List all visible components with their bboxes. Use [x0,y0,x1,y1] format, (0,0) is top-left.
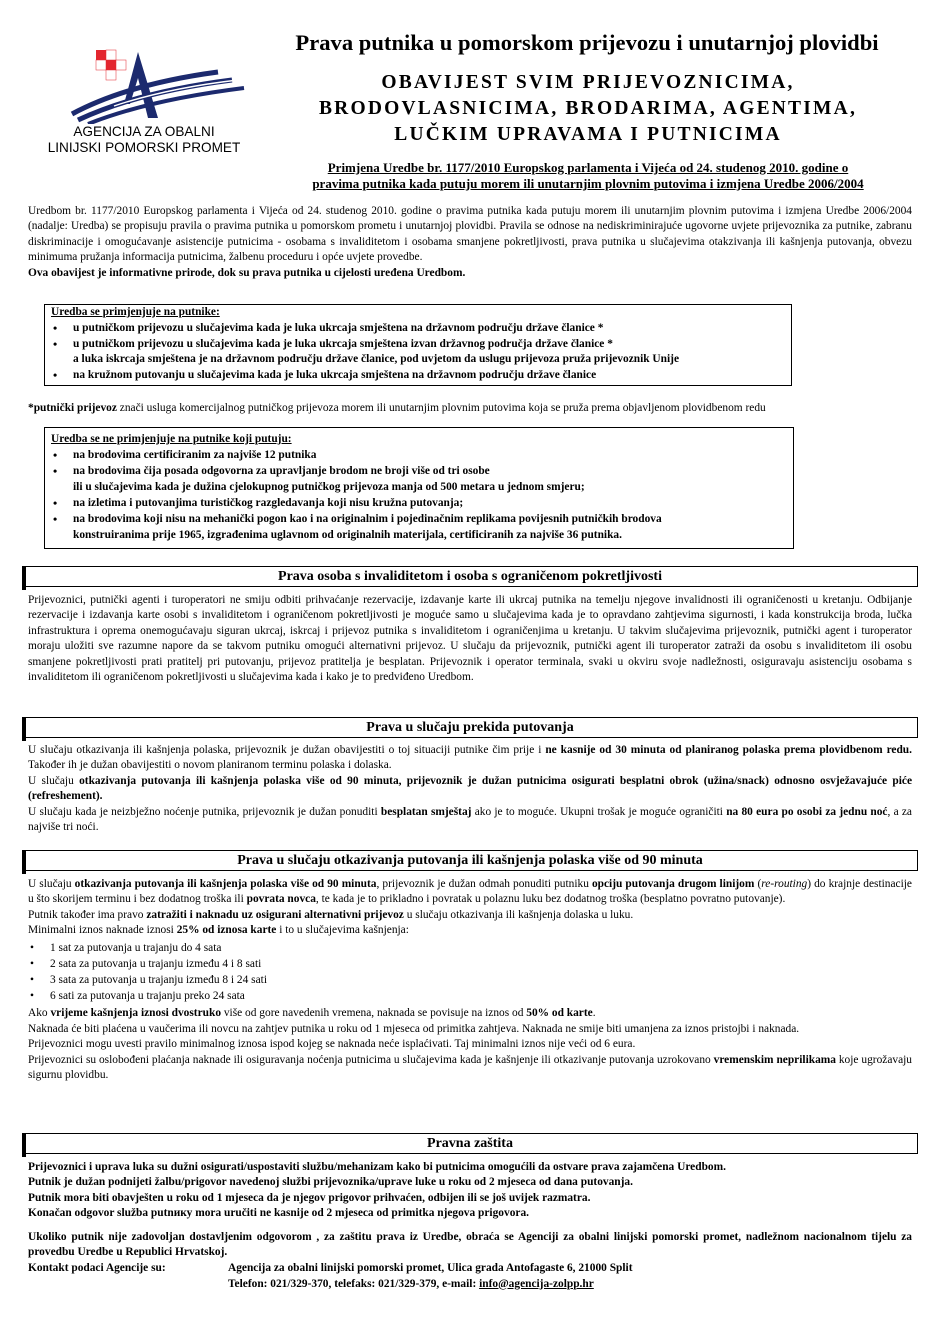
intro-section [28,204,912,281]
subtitle-line1: Primjena Uredbe br. 1177/2010 Europskog parlamenta i Vijeća od 24. studenog 2010. godine o [327,160,849,175]
agency-name [24,124,264,156]
cancellation-p4: Ako vrijeme kašnjenja iznosi dvostruko više od gore navedenih vremena, naknada se povisuje na iznos od 50% od karte. [28,1007,596,1020]
list-item: • u putničkom prijevozu u slučajevima kada je luka ukrcaja smještena na državnom području države članice * [51,321,791,337]
contact-address: Agencija za obalni linijski pomorski promet, Ulica grada Antofagaste 6, 21000 Split [228,1262,633,1274]
interruption-p2: U slučaju otkazivanja putovanja ili kašnjenja polaska više od 90 minuta, prijevoznik je dužan putnicima osigurati besplatni obrok (užina/snack) odnosno osvježavajuće piće (refreshement). [28,774,912,803]
footnote [28,401,912,416]
list-item [51,511,793,543]
list-item-text: na brodovima čija posada odgovorna za upravljanje brodom ne broji više od tri osobe [73,465,490,477]
list-item: • na brodovima certificiranim za najviše 12 putnika [51,447,793,463]
notice-line3: LUČKIM UPRAVAMA I PUTNICIMA [394,124,782,145]
list-item: • na izletima i putovanjima turističkog razgledavanja koji nisu kružna putovanja; [51,495,793,511]
cancellation-p5: Naknada će biti plaćena u vaučerima ili novcu na zahtjev putnika u roku od 1 mjeseca od primitka zahtjeva. Naknada ne smije biti umanjena za iznos pristojbi i naknada. [28,1022,800,1035]
agency-line2: LINIJSKI POMORSKI PROMET [47,140,241,155]
list-item-text: u putničkom prijevozu u slučajevima kada je luka ukrcaja smještena izvan državnog područja države članice * [73,337,613,350]
intro-bold-line: Ova obavijest je informativne prirode, dok su prava putnika u cijelosti uređena Uredbom. [28,266,466,279]
cancellation-p1: U slučaju otkazivanja putovanja ili kašnjenja polaska više od 90 minuta, prijevoznik je dužan odmah ponuditi putniku opciju putovanja drugom linijom (re-routing) do krajnje destinacije u što skorijem terminu i bez dodatnog troška ili povrata novca, te kada je to prikladno i povratak u polaznu luku bez dodatnog troška (besplatno povratno putovanje). [28,878,912,906]
delay-list [28,940,912,1005]
disability-text: Prijevoznici, putnički agenti i turoperatori ne smiju odbiti prihvaćanje rezervacije, izdavanje karte ili ukrcaj putnika na temelju njegove invalidnosti ili ograničenosti u kretanju. Odbijanje rezervacije i izdavanja karte osobi s invaliditetom i ograničenom pokretljivosti je moguće samo u slučajevima kada je to opravdano zahtjevima sigurnosti, i kada konstrukcija broda, lučka infrastruktura i oprema onemogućavaju siguran ukrcaj, iskrcaj i prijevoz putnika s invaliditetom i ograničenjima u kretanju. U takvim slučajevima prijevoznik, putnički agent i turoperator moraju uložiti sve razumne napore da se takvom putniku omogući alternativni prijevoz. U slučaju da prijevoznik, putnički agent ili turoperator zatraži da osobu s invaliditetom ili osobu smanjene pokretljivosti prati pratitelj pri putovanju, prijevoz pratitelja je besplatan. Prijevoznik i operator terminala, svaki u okviru svoje nadležnosti, osiguravaju asistenciju osobama s invaliditetom ili ograničenom pokretljivosti u slučajevima kada i kako je to predviđeno Uredbom. [28,594,912,684]
notice-line1: OBAVIJEST SVIM PRIJEVOZNICIMA, [381,72,795,93]
intro-paragraph: Uredbom br. 1177/2010 Europskog parlamenta i Vijeća od 24. studenog 2010. godine o pravima putnika kada putuju morem ili unutarnjim plovnim putovima i izmjena Uredbe 2006/2004 (nadalje: Uredba) se propisuju pravila o pravima putnika u pomorskom prometu i unutarnjoj plovidbi. Pravila se odnose na nediskriminirajuće ugovorne uvjete prijevoznika za putnike, zabranu diskriminacije i omogućavanje asistencije putnicima - osobama s invaliditetom i osobama smanjene pokretljivosti, prava putnika u slučajevima otakzivanja ili kašnjenja putovanja, obvezu minimuma pružanja informacija putnicima, žalbenu proceduru i opće uvjete provedbe. [28,205,912,264]
cancellation-p2: Putnik također ima pravo zatražiti i naknadu uz osigurani alternativni prijevoz u slučaju otkazivanja ili kašnjenja dolaska u luku. [28,908,634,921]
list-item: • 2 sata za putovanja u trajanju između 4 i 8 sati [28,956,912,972]
notice-heading [270,70,906,148]
footnote-text: znači usluga komercijalnog putničkog prijevoza morem ili unutarnjim plovnim putovima koja se pruža prema objavljenom plovidbenom redu [116,402,766,414]
contact-details [228,1261,888,1292]
interruption-section [28,743,912,835]
list-item-text: ili u slučajevima kada je dužina cjelokupnog putničkog prijevoza manja od 500 metara u jednom smjeru; [73,481,585,493]
legal-section [28,1160,912,1260]
interruption-p1: U slučaju otkazivanja ili kašnjenja polaska, prijevoznik je dužan obavijestiti o toj situaciji putnike čim prije i ne kasnije od 30 minuta od planiranog polaska prema plovidbenom redu. Također ih je dužan obavijestiti o novom planiranom terminu polaska i dolaska. [28,744,912,772]
list-item [51,337,791,369]
not-applies-box [44,427,794,549]
not-applies-title: Uredba se ne primjenjuje na putnike koji putuju: [51,433,292,445]
list-item: • 3 sata za putovanja u trajanju između 8 i 24 sati [28,972,912,988]
cancellation-section [28,877,912,1083]
cancellation-p7: Prijevoznici su oslobođeni plaćanja naknade ili osiguravanja noćenja putnicima u slučajevima kada je kašnjenje ili otkazivanje putovanja uzrokovano vremenskim neprilikama koje ugrožavaju sigurnu plovidbu. [28,1053,912,1082]
list-item: • 1 sat za putovanja u trajanju do 4 sata [28,940,912,956]
legal-line4: Konačan odgovor služba putnику mora uručiti ne kasnije od 2 mjeseca od primitka njegova prigovora. [28,1207,529,1220]
list-item: • na kružnom putovanju u slučajevima kada je luka ukrcaja smještena na državnom području države članice [51,368,791,384]
list-item [51,463,793,495]
notice-line2: BRODOVLASNICIMA, BRODARIMA, AGENTIMA, [318,98,858,119]
section-heading-cancellation: Prava u slučaju otkazivanja putovanja ili kašnjenja polaska više od 90 minuta [22,850,918,871]
section-heading-disability: Prava osoba s invaliditetom i osoba s ograničenom pokretljivosti [22,566,918,587]
list-item-text: na brodovima koji nisu na mehanički pogon kao i na originalnim i pojedinačnim replikama povijesnih putničkih brodova [73,513,662,525]
regulation-subtitle [270,160,906,192]
disability-section [28,593,912,685]
list-item: • 6 sati za putovanja u trajanju preko 24 sata [28,988,912,1004]
legal-line2: Putnik je dužan podnijeti žalbu/prigovor navedenoj službi prijevoznika/uprave luke u roku od 2 mjeseca od dana putovanja. [28,1176,633,1189]
legal-line3: Putnik mora biti obavješten u roku od 1 mjeseca da je njegov prigovor prihvaćen, odbijen ili se još uvijek razmatra. [28,1191,591,1204]
contact-phone: Telefon: 021/329-370, telefaks: 021/329-379, e-mail: info@agencija-zolpp.hr [228,1277,594,1290]
section-heading-legal: Pravna zaštita [22,1133,918,1154]
list-item-text: konstruiranima prije 1965, izgrađenima uglavnom od originalnih materijala, certificiranih za najviše 36 putnika. [73,529,622,541]
agency-line1: AGENCIJA ZA OBALNI [73,124,215,139]
list-item-text: a luka iskrcaja smještena je na državnom području države članice, pod uvjetom da uslugu prijevoza pruža prijevoznik Unije [73,353,680,366]
subtitle-line2: pravima putnika kada putuju morem ili unutarnjim plovnim putovima i izmjena Uredbe 2006/2004 [312,176,864,191]
legal-line1: Prijevoznici i uprava luka su dužni osigurati/uspostaviti službu/mehanizam kako bi putnicima omogućili da ostvare prava zajamčena Uredbom. [28,1161,726,1173]
footnote-term: *putnički prijevoz [28,402,117,414]
logo-graphic-icon [68,44,248,124]
applies-box [44,304,792,386]
cancellation-p3: Minimalni iznos naknade iznosi 25% od iznosa karte i to u slučajevima kašnjenja: [28,924,409,937]
legal-line5: Ukoliko putnik nije zadovoljan dostavljenim odgovorom , za zaštitu prava iz Uredbe, obraća se Agenciji za obalni linijski pomorski promet, nadležnom nacionalnom tijelu za provedbu Uredbe u Republici Hrvatskoj. [28,1230,912,1259]
email-link[interactable]: info@agencija-zolpp.hr [479,1277,594,1290]
interruption-p3: U slučaju kada je neizbježno noćenje putnika, prijevoznik je dužan ponuditi besplatan smještaj ako je to moguće. Ukupni trošak je moguće ograničiti na 80 eura po osobi za jednu noć, a za najviše tri noći. [28,805,912,834]
contact-label: Kontakt podaci Agencije su: [28,1262,166,1274]
cancellation-p6: Prijevoznici mogu uvesti pravilo minimalnog iznosa ispod kojeg se naknada neće isplaćivati. Taj minimalni iznos nije veći od 6 eura. [28,1038,636,1051]
section-heading-interruption: Prava u slučaju prekida putovanja [22,717,918,738]
page-title: Prava putnika u pomorskom prijevozu i unutarnjoj plovidbi [295,30,879,55]
applies-title: Uredba se primjenjuje na putnike: [51,306,220,318]
